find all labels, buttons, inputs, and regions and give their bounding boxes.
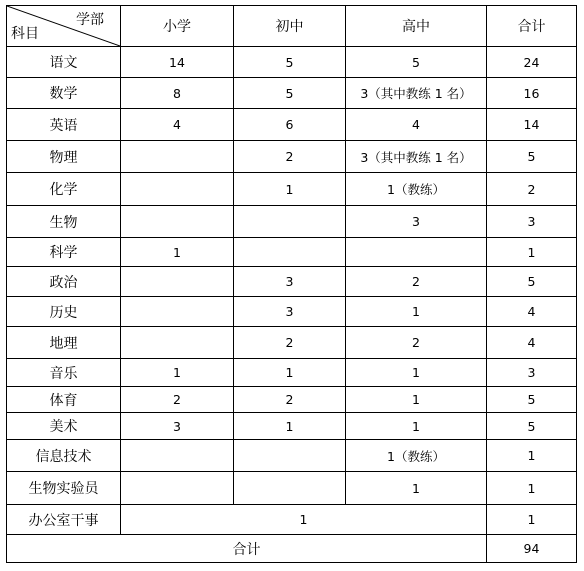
- junior-count-cell: 5: [234, 78, 346, 109]
- row-total-cell: 5: [487, 141, 577, 173]
- senior-count-cell: 2: [346, 267, 487, 297]
- junior-count-cell: [234, 206, 346, 238]
- row-total-cell: 5: [487, 413, 577, 440]
- table-row: [7, 238, 577, 267]
- junior-count-cell: 3: [234, 267, 346, 297]
- subject-cell: 英语: [7, 109, 121, 141]
- junior-count-cell: 2: [234, 387, 346, 413]
- office-merged-cell: 1: [121, 505, 487, 535]
- primary-count-cell: [121, 141, 234, 173]
- senior-count-cell: 4: [346, 109, 487, 141]
- primary-count-cell: [121, 173, 234, 206]
- subject-cell: 物理: [7, 141, 121, 173]
- table-row: [7, 327, 577, 359]
- table-row: [7, 387, 577, 413]
- subject-cell: 生物: [7, 206, 121, 238]
- primary-count-cell: 1: [121, 238, 234, 267]
- primary-count-cell: [121, 440, 234, 472]
- subject-cell: 数学: [7, 78, 121, 109]
- senior-count-cell: 3（其中教练 1 名）: [346, 141, 487, 173]
- junior-count-cell: 1: [234, 173, 346, 206]
- department-axis-label: 学部: [76, 12, 104, 28]
- primary-count-cell: 8: [121, 78, 234, 109]
- subject-cell: 信息技术: [7, 440, 121, 472]
- table-row: [7, 109, 577, 141]
- primary-count-cell: [121, 327, 234, 359]
- primary-count-cell: [121, 206, 234, 238]
- senior-count-cell: 1（教练）: [346, 173, 487, 206]
- table-row: [7, 173, 577, 206]
- row-total-cell: 1: [487, 472, 577, 505]
- senior-count-cell: 1: [346, 297, 487, 327]
- primary-count-cell: 14: [121, 47, 234, 78]
- row-total-cell: 5: [487, 387, 577, 413]
- junior-count-cell: 1: [234, 359, 346, 387]
- junior-count-cell: [234, 472, 346, 505]
- subject-axis-label: 科目: [11, 26, 39, 42]
- row-total-cell: 1: [487, 505, 577, 535]
- row-total-cell: 3: [487, 206, 577, 238]
- senior-count-cell: 1: [346, 472, 487, 505]
- corner-header-cell: [7, 6, 121, 47]
- junior-count-cell: 2: [234, 141, 346, 173]
- subject-cell: 政治: [7, 267, 121, 297]
- senior-count-cell: 1（教练）: [346, 440, 487, 472]
- table-row: [7, 359, 577, 387]
- senior-count-cell: 1: [346, 387, 487, 413]
- subject-cell: 体育: [7, 387, 121, 413]
- subject-cell: 音乐: [7, 359, 121, 387]
- junior-count-cell: 5: [234, 47, 346, 78]
- header-senior: 高中: [346, 6, 487, 47]
- header-junior: 初中: [234, 6, 346, 47]
- row-total-cell: 16: [487, 78, 577, 109]
- table-row: [7, 267, 577, 297]
- junior-count-cell: 6: [234, 109, 346, 141]
- row-total-cell: 1: [487, 238, 577, 267]
- grand-total-label: 合计: [7, 535, 487, 563]
- table-row: [7, 206, 577, 238]
- junior-count-cell: [234, 440, 346, 472]
- header-row: [7, 6, 577, 47]
- primary-count-cell: [121, 297, 234, 327]
- junior-count-cell: 1: [234, 413, 346, 440]
- row-total-cell: 2: [487, 173, 577, 206]
- staffing-table: [6, 5, 577, 563]
- subject-cell: 地理: [7, 327, 121, 359]
- junior-count-cell: [234, 238, 346, 267]
- senior-count-cell: 3: [346, 206, 487, 238]
- table-row: [7, 297, 577, 327]
- table-row: [7, 47, 577, 78]
- subject-cell: 美术: [7, 413, 121, 440]
- primary-count-cell: 3: [121, 413, 234, 440]
- senior-count-cell: 2: [346, 327, 487, 359]
- subject-cell: 历史: [7, 297, 121, 327]
- primary-count-cell: 4: [121, 109, 234, 141]
- office-row: [7, 505, 577, 535]
- senior-count-cell: 1: [346, 413, 487, 440]
- row-total-cell: 5: [487, 267, 577, 297]
- junior-count-cell: 2: [234, 327, 346, 359]
- row-total-cell: 4: [487, 297, 577, 327]
- senior-count-cell: 1: [346, 359, 487, 387]
- grand-total-value: 94: [487, 535, 577, 563]
- table-row: [7, 440, 577, 472]
- grand-total-row: [7, 535, 577, 563]
- subject-cell: 化学: [7, 173, 121, 206]
- senior-count-cell: 5: [346, 47, 487, 78]
- row-total-cell: 3: [487, 359, 577, 387]
- row-total-cell: 1: [487, 440, 577, 472]
- primary-count-cell: 2: [121, 387, 234, 413]
- subject-cell: 办公室干事: [7, 505, 121, 535]
- primary-count-cell: [121, 472, 234, 505]
- subject-cell: 生物实验员: [7, 472, 121, 505]
- table-row: [7, 413, 577, 440]
- subject-cell: 语文: [7, 47, 121, 78]
- junior-count-cell: 3: [234, 297, 346, 327]
- header-primary: 小学: [121, 6, 234, 47]
- primary-count-cell: 1: [121, 359, 234, 387]
- header-total: 合计: [487, 6, 577, 47]
- row-total-cell: 4: [487, 327, 577, 359]
- senior-count-cell: [346, 238, 487, 267]
- table-row: [7, 78, 577, 109]
- row-total-cell: 24: [487, 47, 577, 78]
- table-row: [7, 141, 577, 173]
- subject-cell: 科学: [7, 238, 121, 267]
- table-row: [7, 472, 577, 505]
- senior-count-cell: 3（其中教练 1 名）: [346, 78, 487, 109]
- primary-count-cell: [121, 267, 234, 297]
- row-total-cell: 14: [487, 109, 577, 141]
